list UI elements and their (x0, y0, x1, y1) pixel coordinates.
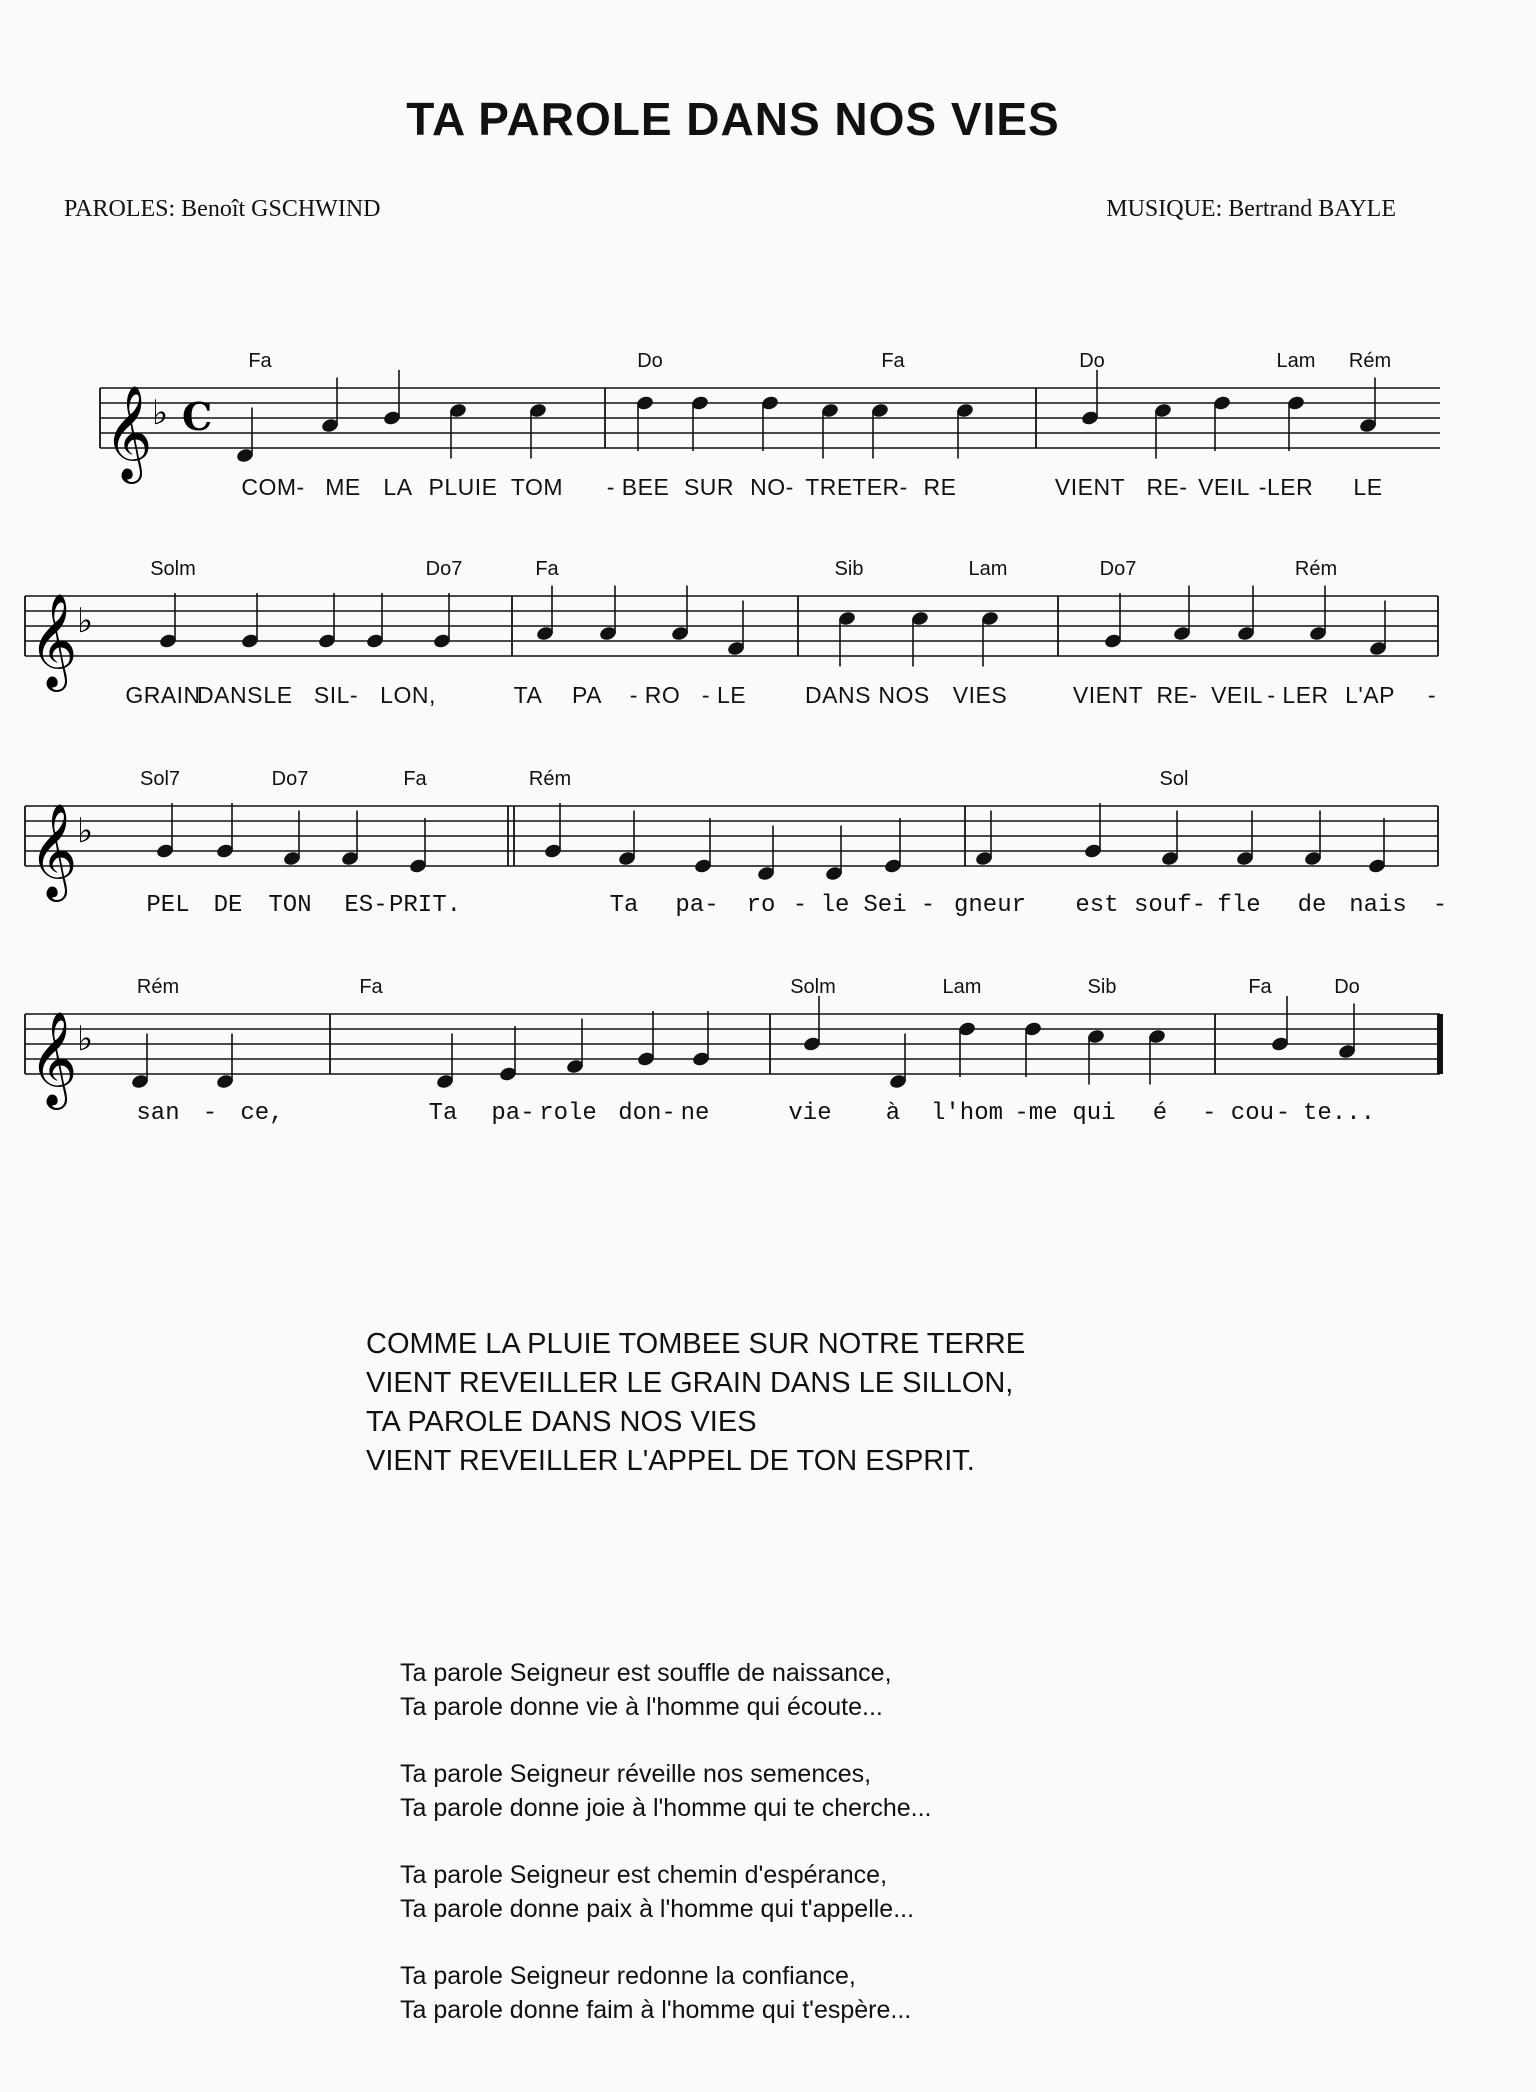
chord-symbol: Do7 (271, 768, 309, 790)
treble-clef-icon: 𝄞 (29, 1011, 78, 1106)
chord-symbol: Do7 (425, 558, 463, 580)
flat-key-signature-icon: ♭ (77, 811, 94, 851)
lyric-syllable: PA (572, 682, 602, 708)
lyric-syllable: GRAIN (125, 682, 201, 708)
lyric-syllable: -me (1014, 1100, 1058, 1127)
chord-symbol: Solm (790, 976, 836, 998)
lyric-syllable: LON, (380, 682, 436, 708)
chord-symbol: Fa (403, 768, 427, 790)
chord-symbol: Fa (359, 976, 383, 998)
lyric-syllable: - BEE (606, 474, 670, 500)
lyric-syllable: est (1075, 892, 1119, 919)
refrain-line: VIENT REVEILLER L'APPEL DE TON ESPRIT. (366, 1445, 975, 1477)
lyric-syllable: le (820, 892, 850, 919)
chord-symbol: Sib (834, 558, 864, 580)
refrain-line: VIENT REVEILLER LE GRAIN DANS LE SILLON, (366, 1367, 1014, 1399)
lyric-syllable: -LER (1258, 474, 1314, 500)
verses (400, 1656, 931, 2060)
lyric-syllable: - (1427, 682, 1437, 708)
lyric-syllable: TOM (510, 474, 564, 500)
lyric-syllable: vie (788, 1100, 832, 1127)
verse-stanza (400, 1959, 931, 2027)
verse-line: Ta parole Seigneur redonne la confiance, (400, 1962, 856, 1990)
verse-line: Ta parole donne vie à l'homme qui écoute... (400, 1693, 883, 1721)
lyric-syllable: à (885, 1100, 901, 1127)
lyric-syllable: ce, (240, 1100, 284, 1127)
lyric-syllable: TER- (852, 474, 908, 500)
verse-stanza (400, 1656, 931, 1724)
lyric-syllable: - (1432, 892, 1448, 919)
chord-symbol: Fa (1248, 976, 1272, 998)
flat-key-signature-icon: ♭ (77, 1019, 94, 1059)
chord-symbol: Do (1334, 976, 1360, 998)
lyric-syllable: qui (1072, 1100, 1116, 1127)
lyric-syllable: don- (618, 1100, 676, 1127)
verse-line: Ta parole Seigneur est souffle de naissance, (400, 1659, 892, 1687)
lyric-syllable: - LER (1267, 682, 1329, 708)
chord-symbol: Rém (528, 768, 572, 790)
lyric-syllable: ES- (344, 892, 388, 919)
lyric-syllable: l'hom (930, 1100, 1004, 1127)
chord-symbol: Lam (968, 558, 1008, 580)
chord-symbol: Sol7 (139, 768, 181, 790)
chord-symbol: Rém (1348, 350, 1392, 372)
lyric-syllable: - RO (629, 682, 681, 708)
verse-line: Ta parole donne faim à l'homme qui t'espère... (400, 1996, 912, 2024)
lyric-syllable: VIENT (1072, 682, 1144, 708)
lyric-syllable: de (1297, 892, 1327, 919)
chord-symbol: Sol (1159, 768, 1189, 790)
lyric-syllable: COM- (241, 474, 305, 500)
lyric-syllable: VEIL (1198, 474, 1250, 500)
lyric-syllable: pa- (491, 1100, 535, 1127)
lyric-syllable: TA (513, 682, 543, 708)
lyric-syllable: L'AP (1345, 682, 1395, 708)
chord-symbol: Lam (1276, 350, 1316, 372)
lyric-syllable: PEL (146, 892, 190, 919)
lyric-syllable: ro (746, 892, 776, 919)
chord-symbol: Rém (136, 976, 180, 998)
lyric-syllable: - (792, 892, 808, 919)
lyric-syllable: te... (1302, 1100, 1376, 1127)
lyric-syllable: é (1152, 1100, 1168, 1127)
lyric-syllable: VEIL (1211, 682, 1263, 708)
time-signature: C (182, 394, 213, 439)
chord-symbol: Lam (942, 976, 982, 998)
refrain-line: COMME LA PLUIE TOMBEE SUR NOTRE TERRE (366, 1328, 1026, 1360)
lyric-syllable: gneur (953, 892, 1027, 919)
lyric-syllable: - (1275, 1100, 1291, 1127)
refrain-line: TA PAROLE DANS NOS VIES (366, 1406, 757, 1438)
lyric-syllable: VIENT (1054, 474, 1126, 500)
lyric-syllable: RE- (1146, 474, 1188, 500)
chord-symbol: Fa (248, 350, 272, 372)
lyric-syllable: role (539, 1100, 597, 1127)
lyric-syllable: SIL- (313, 682, 359, 708)
lyric-syllable: - (202, 1100, 218, 1127)
lyric-syllable: san (136, 1100, 180, 1127)
chord-symbol: Solm (150, 558, 196, 580)
lyrics-credit: PAROLES: Benoît GSCHWIND (64, 196, 381, 222)
flat-key-signature-icon: ♭ (77, 601, 94, 641)
lyric-syllable: souf- (1133, 892, 1207, 919)
chord-symbol: Sib (1087, 976, 1117, 998)
lyric-syllable: LA (383, 474, 413, 500)
chord-symbol: Do (1079, 350, 1105, 372)
lyric-syllable: VIES (952, 682, 1008, 708)
chord-symbol: Do (637, 350, 663, 372)
lyric-syllable: Sei (863, 892, 907, 919)
chord-symbol: Fa (881, 350, 905, 372)
chord-symbol: Fa (535, 558, 559, 580)
lyric-syllable: nais (1349, 892, 1407, 919)
lyric-syllable: fle (1217, 892, 1261, 919)
verse-line: Ta parole donne paix à l'homme qui t'appelle... (400, 1895, 915, 1923)
treble-clef-icon: 𝄞 (104, 385, 153, 480)
lyric-syllable: Ta (609, 892, 639, 919)
lyric-syllable: ME (325, 474, 361, 500)
lyric-syllable: SUR (683, 474, 735, 500)
lyric-syllable: ne (680, 1100, 710, 1127)
lyric-syllable: LE (1353, 474, 1383, 500)
lyric-syllable: Ta (428, 1100, 458, 1127)
treble-clef-icon: 𝄞 (29, 803, 78, 898)
lyric-syllable: RE- (1156, 682, 1198, 708)
lyric-syllable: LE (263, 682, 293, 708)
lyric-syllable: - (920, 892, 936, 919)
lyric-syllable: DE (213, 892, 243, 919)
chord-symbol: Do7 (1099, 558, 1137, 580)
song-title: TA PAROLE DANS NOS VIES (406, 93, 1060, 145)
lyric-syllable: - LE (701, 682, 747, 708)
music-credit: MUSIQUE: Bertrand BAYLE (1106, 196, 1396, 222)
lyric-syllable: NOS (878, 682, 930, 708)
lyric-syllable: - cou (1201, 1100, 1275, 1127)
verse-stanza (400, 1858, 931, 1926)
refrain (366, 1325, 1025, 1481)
verse-line: Ta parole Seigneur réveille nos semences, (400, 1760, 872, 1788)
lyric-syllable: DANS (805, 682, 871, 708)
lyric-syllable: PLUIE (428, 474, 498, 500)
lyric-syllable: DANS (197, 682, 263, 708)
lyric-syllable: TON (268, 892, 312, 919)
lyric-syllable: pa- (675, 892, 719, 919)
lyric-syllable: TRE (805, 474, 853, 500)
lyric-syllable: NO- (750, 474, 794, 500)
lyric-syllable: RE (923, 474, 957, 500)
lyric-syllable: PRIT. (388, 892, 462, 919)
verse-stanza (400, 1757, 931, 1825)
chord-symbol: Rém (1294, 558, 1338, 580)
treble-clef-icon: 𝄞 (29, 593, 78, 688)
verse-line: Ta parole Seigneur est chemin d'espérance, (400, 1861, 888, 1889)
flat-key-signature-icon: ♭ (152, 393, 169, 433)
verse-line: Ta parole donne joie à l'homme qui te cherche... (400, 1794, 932, 1822)
